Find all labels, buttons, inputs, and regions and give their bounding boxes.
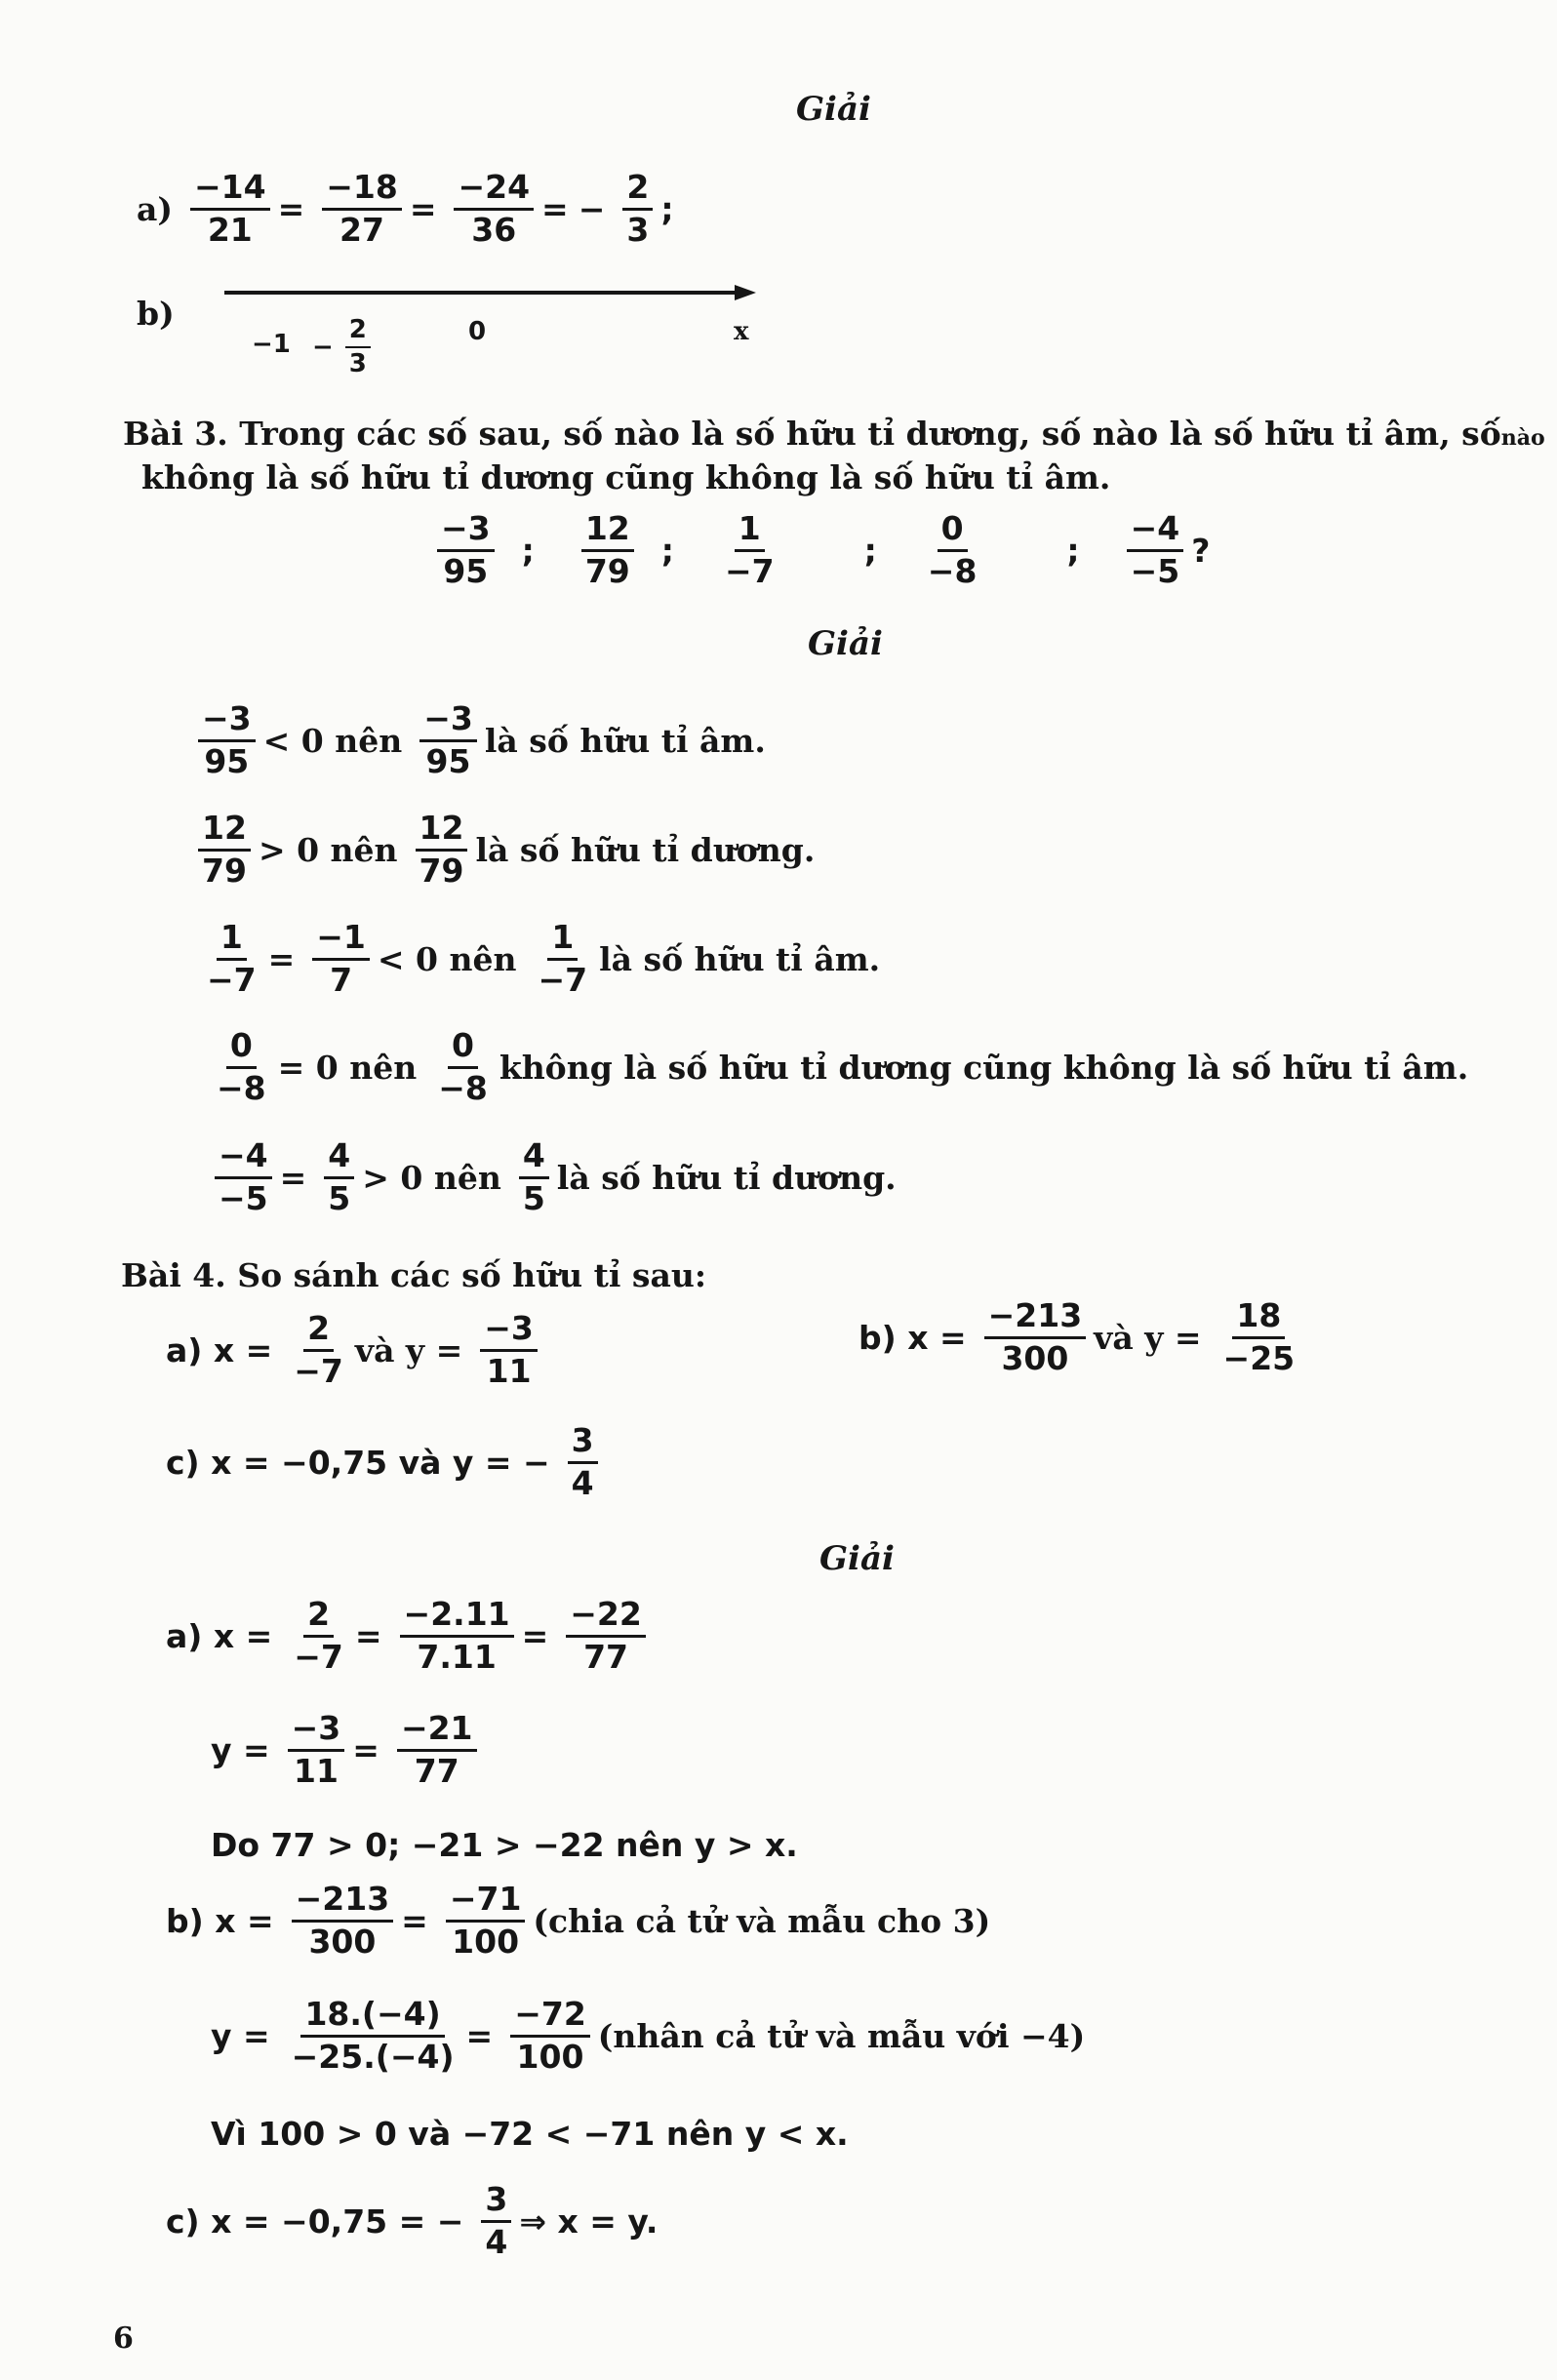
fraction: $\frac{1}{-7}$ xyxy=(724,509,775,590)
equation-a: a) $\frac{-14}{21}$ = $\frac{-18}{27}$ = $\frac{-24}{36}$ = − $\frac{2}{3}$ ; xyxy=(137,168,674,249)
label-a: a) xyxy=(137,189,173,228)
fraction: $\frac{4}{5}$ xyxy=(519,1139,549,1215)
exercise-4c: c) x = −0,75 và y = − $\frac{3}{4}$ xyxy=(166,1424,606,1500)
axis-label-minus-one: −1 xyxy=(252,330,291,359)
solution-heading-3: Giải xyxy=(819,1539,895,1578)
fraction: $\frac{12}{79}$ xyxy=(581,512,634,588)
page-number: 6 xyxy=(113,2321,134,2356)
axis-label-x: x xyxy=(734,317,749,346)
exercise-4b: b) x = $\frac{-213}{300}$ và y = $\frac{18}{-25}$ xyxy=(858,1299,1306,1375)
exercise-3-label: Bài 3. xyxy=(123,415,228,453)
fraction: $\frac{-4}{-5}$ xyxy=(1127,512,1184,588)
fraction: $\frac{-2.11}{7.11}$ xyxy=(400,1598,514,1674)
fraction: $\frac{-21}{77}$ xyxy=(397,1712,477,1788)
solution-4c-line: c) x = −0,75 = − $\frac{3}{4}$ ⇒ x = y. xyxy=(166,2180,659,2261)
exercise-3-fraction-list: $\frac{-3}{95}$ ; $\frac{12}{79}$ ; $\frac{1}{-7}$ ; $\frac{0}{-8}$ ; $\frac{-4}{-5}$ ? xyxy=(429,512,1219,588)
fraction: $\frac{-3}{95}$ xyxy=(419,702,477,778)
fraction: $\frac{-24}{36}$ xyxy=(454,171,534,247)
fraction: $\frac{-4}{-5}$ xyxy=(215,1139,272,1215)
solution-4b-conclusion: Vì 100 > 0 và −72 < −71 nên y < x. xyxy=(211,2115,849,2153)
fraction: $\frac{-14}{21}$ xyxy=(190,171,270,247)
fraction: $\frac{3}{4}$ xyxy=(481,2183,511,2259)
solution-3-line-1: $\frac{-3}{95}$ < 0 nên $\frac{-3}{95}$ là số hữu tỉ âm. xyxy=(190,702,776,778)
solution-4a-conclusion: Do 77 > 0; −21 > −22 nên y > x. xyxy=(211,1826,798,1864)
exercise-3-line-1: Bài 3. Trong các số sau, số nào là số hữu tỉ dương, số nào là số hữu tỉ âm, sốnào xyxy=(123,415,1545,453)
fraction: $\frac{0}{-8}$ xyxy=(438,1026,488,1107)
fraction: $\frac{-18}{27}$ xyxy=(322,171,402,247)
label-b: b) xyxy=(137,295,175,333)
solution-4b-line-2: y = $\frac{18.(-4)}{-25.(-4)}$ = $\frac{-72}{100}$ (nhân cả tử và mẫu với −4) xyxy=(211,1995,1086,2076)
solution-heading-2: Giải xyxy=(808,624,883,663)
solution-3-line-5: $\frac{-4}{-5}$ = $\frac{4}{5}$ > 0 nên $\frac{4}{5}$ là số hữu tỉ dương. xyxy=(207,1139,906,1215)
fraction: $\frac{-22}{77}$ xyxy=(566,1598,646,1674)
fraction: $\frac{-3}{95}$ xyxy=(198,702,256,778)
solution-4a-line-2: y = $\frac{-3}{11}$ = $\frac{-21}{77}$ xyxy=(211,1712,485,1788)
fraction: $\frac{-213}{300}$ xyxy=(984,1299,1087,1375)
fraction: $\frac{18.(-4)}{-25.(-4)}$ xyxy=(291,1995,455,2076)
solution-4b-line-1: b) x = $\frac{-213}{300}$ = $\frac{-71}{100}$ (chia cả tử và mẫu cho 3) xyxy=(166,1880,991,1961)
fraction: $\frac{2}{3}$ xyxy=(345,317,371,378)
axis-label-zero: 0 xyxy=(468,317,487,346)
axis-label-minus-two-thirds: − $\frac{2}{3}$ xyxy=(312,317,373,378)
fraction: $\frac{-1}{7}$ xyxy=(312,921,370,997)
exercise-4a: a) x = $\frac{2}{-7}$ và y = $\frac{-3}{11}$ xyxy=(166,1312,545,1388)
fraction: $\frac{0}{-8}$ xyxy=(217,1026,266,1107)
fraction: $\frac{-213}{300}$ xyxy=(292,1883,394,1959)
fraction: $\frac{-72}{100}$ xyxy=(510,1998,590,2074)
fraction: $\frac{12}{79}$ xyxy=(198,812,251,888)
fraction: $\frac{4}{5}$ xyxy=(324,1139,354,1215)
fraction: $\frac{-3}{95}$ xyxy=(437,512,495,588)
fraction: $\frac{1}{-7}$ xyxy=(538,918,588,999)
fraction: $\frac{2}{3}$ xyxy=(622,171,653,247)
fraction: $\frac{3}{4}$ xyxy=(568,1424,598,1500)
number-line xyxy=(220,278,766,317)
solution-heading-1: Giải xyxy=(796,90,871,129)
fraction: $\frac{-3}{11}$ xyxy=(480,1312,538,1388)
solution-3-line-3: $\frac{1}{-7}$ = $\frac{-1}{7}$ < 0 nên $\frac{1}{-7}$ là số hữu tỉ âm. xyxy=(195,921,890,997)
exercise-4-label: Bài 4. xyxy=(121,1256,226,1294)
solution-4a-line-1: a) x = $\frac{2}{-7}$ = $\frac{-2.11}{7.11}$ = $\frac{-22}{77}$ xyxy=(166,1598,654,1674)
number-line-arrow xyxy=(735,285,756,300)
solution-3-line-4: $\frac{0}{-8}$ = 0 nên $\frac{0}{-8}$ không là số hữu tỉ dương cũng không là số hữu tỉ âm. xyxy=(205,1029,1478,1105)
fraction: $\frac{1}{-7}$ xyxy=(207,918,257,999)
fraction: $\frac{12}{79}$ xyxy=(416,812,468,888)
solution-3-line-2: $\frac{12}{79}$ > 0 nên $\frac{12}{79}$ là số hữu tỉ dương. xyxy=(190,812,824,888)
fraction: $\frac{2}{-7}$ xyxy=(294,1595,343,1676)
exercise-3-line-2: không là số hữu tỉ dương cũng không là số hữu tỉ âm. xyxy=(141,458,1111,496)
exercise-4-line: Bài 4. So sánh các số hữu tỉ sau: xyxy=(121,1256,707,1294)
fraction: $\frac{-71}{100}$ xyxy=(446,1883,526,1959)
fraction: $\frac{0}{-8}$ xyxy=(927,509,978,590)
fraction: $\frac{2}{-7}$ xyxy=(294,1309,343,1390)
fraction: $\frac{-3}{11}$ xyxy=(288,1712,345,1788)
fraction: $\frac{18}{-25}$ xyxy=(1222,1296,1296,1377)
